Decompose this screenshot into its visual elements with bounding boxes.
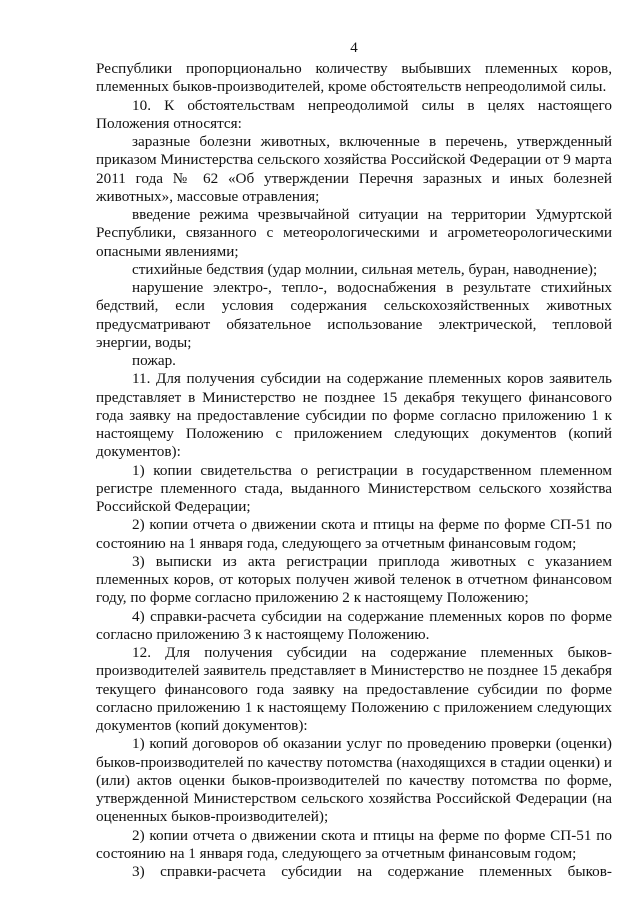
paragraph: введение режима чрезвычайной ситуации на территории Удмуртской Республики, связанного с метеорологическими и агрометеорологическими опасными явлениями;: [96, 206, 612, 260]
paragraph: 2) копии отчета о движении скота и птицы на ферме по форме СП-51 по состоянию на 1 января года, следующего за отчетным финансовым годом;: [96, 516, 612, 552]
paragraph: пожар.: [132, 352, 176, 369]
paragraph: нарушение электро-, тепло-, водоснабжения в результате стихийных бедствий, если условия содержания сельскохозяйственных животных предусматривают обязательное использование электрической, тепловой энергии, воды;: [96, 279, 612, 351]
paragraph: 10. К обстоятельствам непреодолимой силы в целях настоящего Положения относятся:: [96, 96, 612, 132]
paragraph: 1) копии свидетельства о регистрации в государственном племенном регистре племенного стада, выданного Министерством сельского хозяйства Российской Федерации;: [96, 461, 612, 515]
paragraph: 4) справки-расчета субсидии на содержание племенных коров по форме согласно приложению 3 к настоящему Положению.: [96, 607, 612, 643]
paragraph: заразные болезни животных, включенные в перечень, утвержденный приказом Министерства сельского хозяйства Российской Федерации от 9 марта 2011 года № 62 «Об утверждении Перечня заразных и иных болезней животных», массовые отравления;: [96, 133, 612, 205]
paragraph: 1) копий договоров об оказании услуг по проведению проверки (оценки) быков-производителей по качеству потомства (находящихся в стадии оценки) и (или) актов оценки быков-производителей по качеству потомства по форме, утвержденной Министерством сельского хозяйства Российской Федерации (на оцененных быков-производителей);: [96, 735, 612, 826]
paragraph: Республики пропорционально количеству выбывших племенных коров, племенных быков-производителей, кроме обстоятельств непреодолимой силы.: [96, 60, 612, 96]
page-number: 4: [350, 40, 358, 56]
paragraph: 3) выписки из акта регистрации приплода животных с указанием племенных коров, от которых получен живой теленок в отчетном финансовом году, по форме согласно приложению 2 к настоящему Положению;: [96, 552, 612, 607]
paragraph: стихийные бедствия (удар молнии, сильная метель, буран, наводнение);: [132, 260, 598, 278]
document-body: [96, 60, 612, 881]
paragraph: 2) копии отчета о движении скота и птицы на ферме по форме СП-51 по состоянию на 1 января года, следующего за отчетным финансовым годом;: [96, 826, 612, 862]
paragraph: 11. Для получения субсидии на содержание племенных коров заявитель представляет в Министерство не позднее 15 декабря текущего финансового года заявку на предоставление субсидии по форме согласно приложению 1 к настоящему Положению с приложением следующих документов (копий документов):: [96, 370, 612, 461]
paragraph: 12. Для получения субсидии на содержание племенных быков-производителей заявитель представляет в Министерство не позднее 15 декабря текущего финансового года заявку на предоставление субсидии по форме согласно приложению 1 к настоящему Положению с приложением следующих документов (копий документов):: [96, 644, 612, 734]
paragraph: 3) справки-расчета субсидии на содержание племенных быков-: [132, 863, 612, 880]
